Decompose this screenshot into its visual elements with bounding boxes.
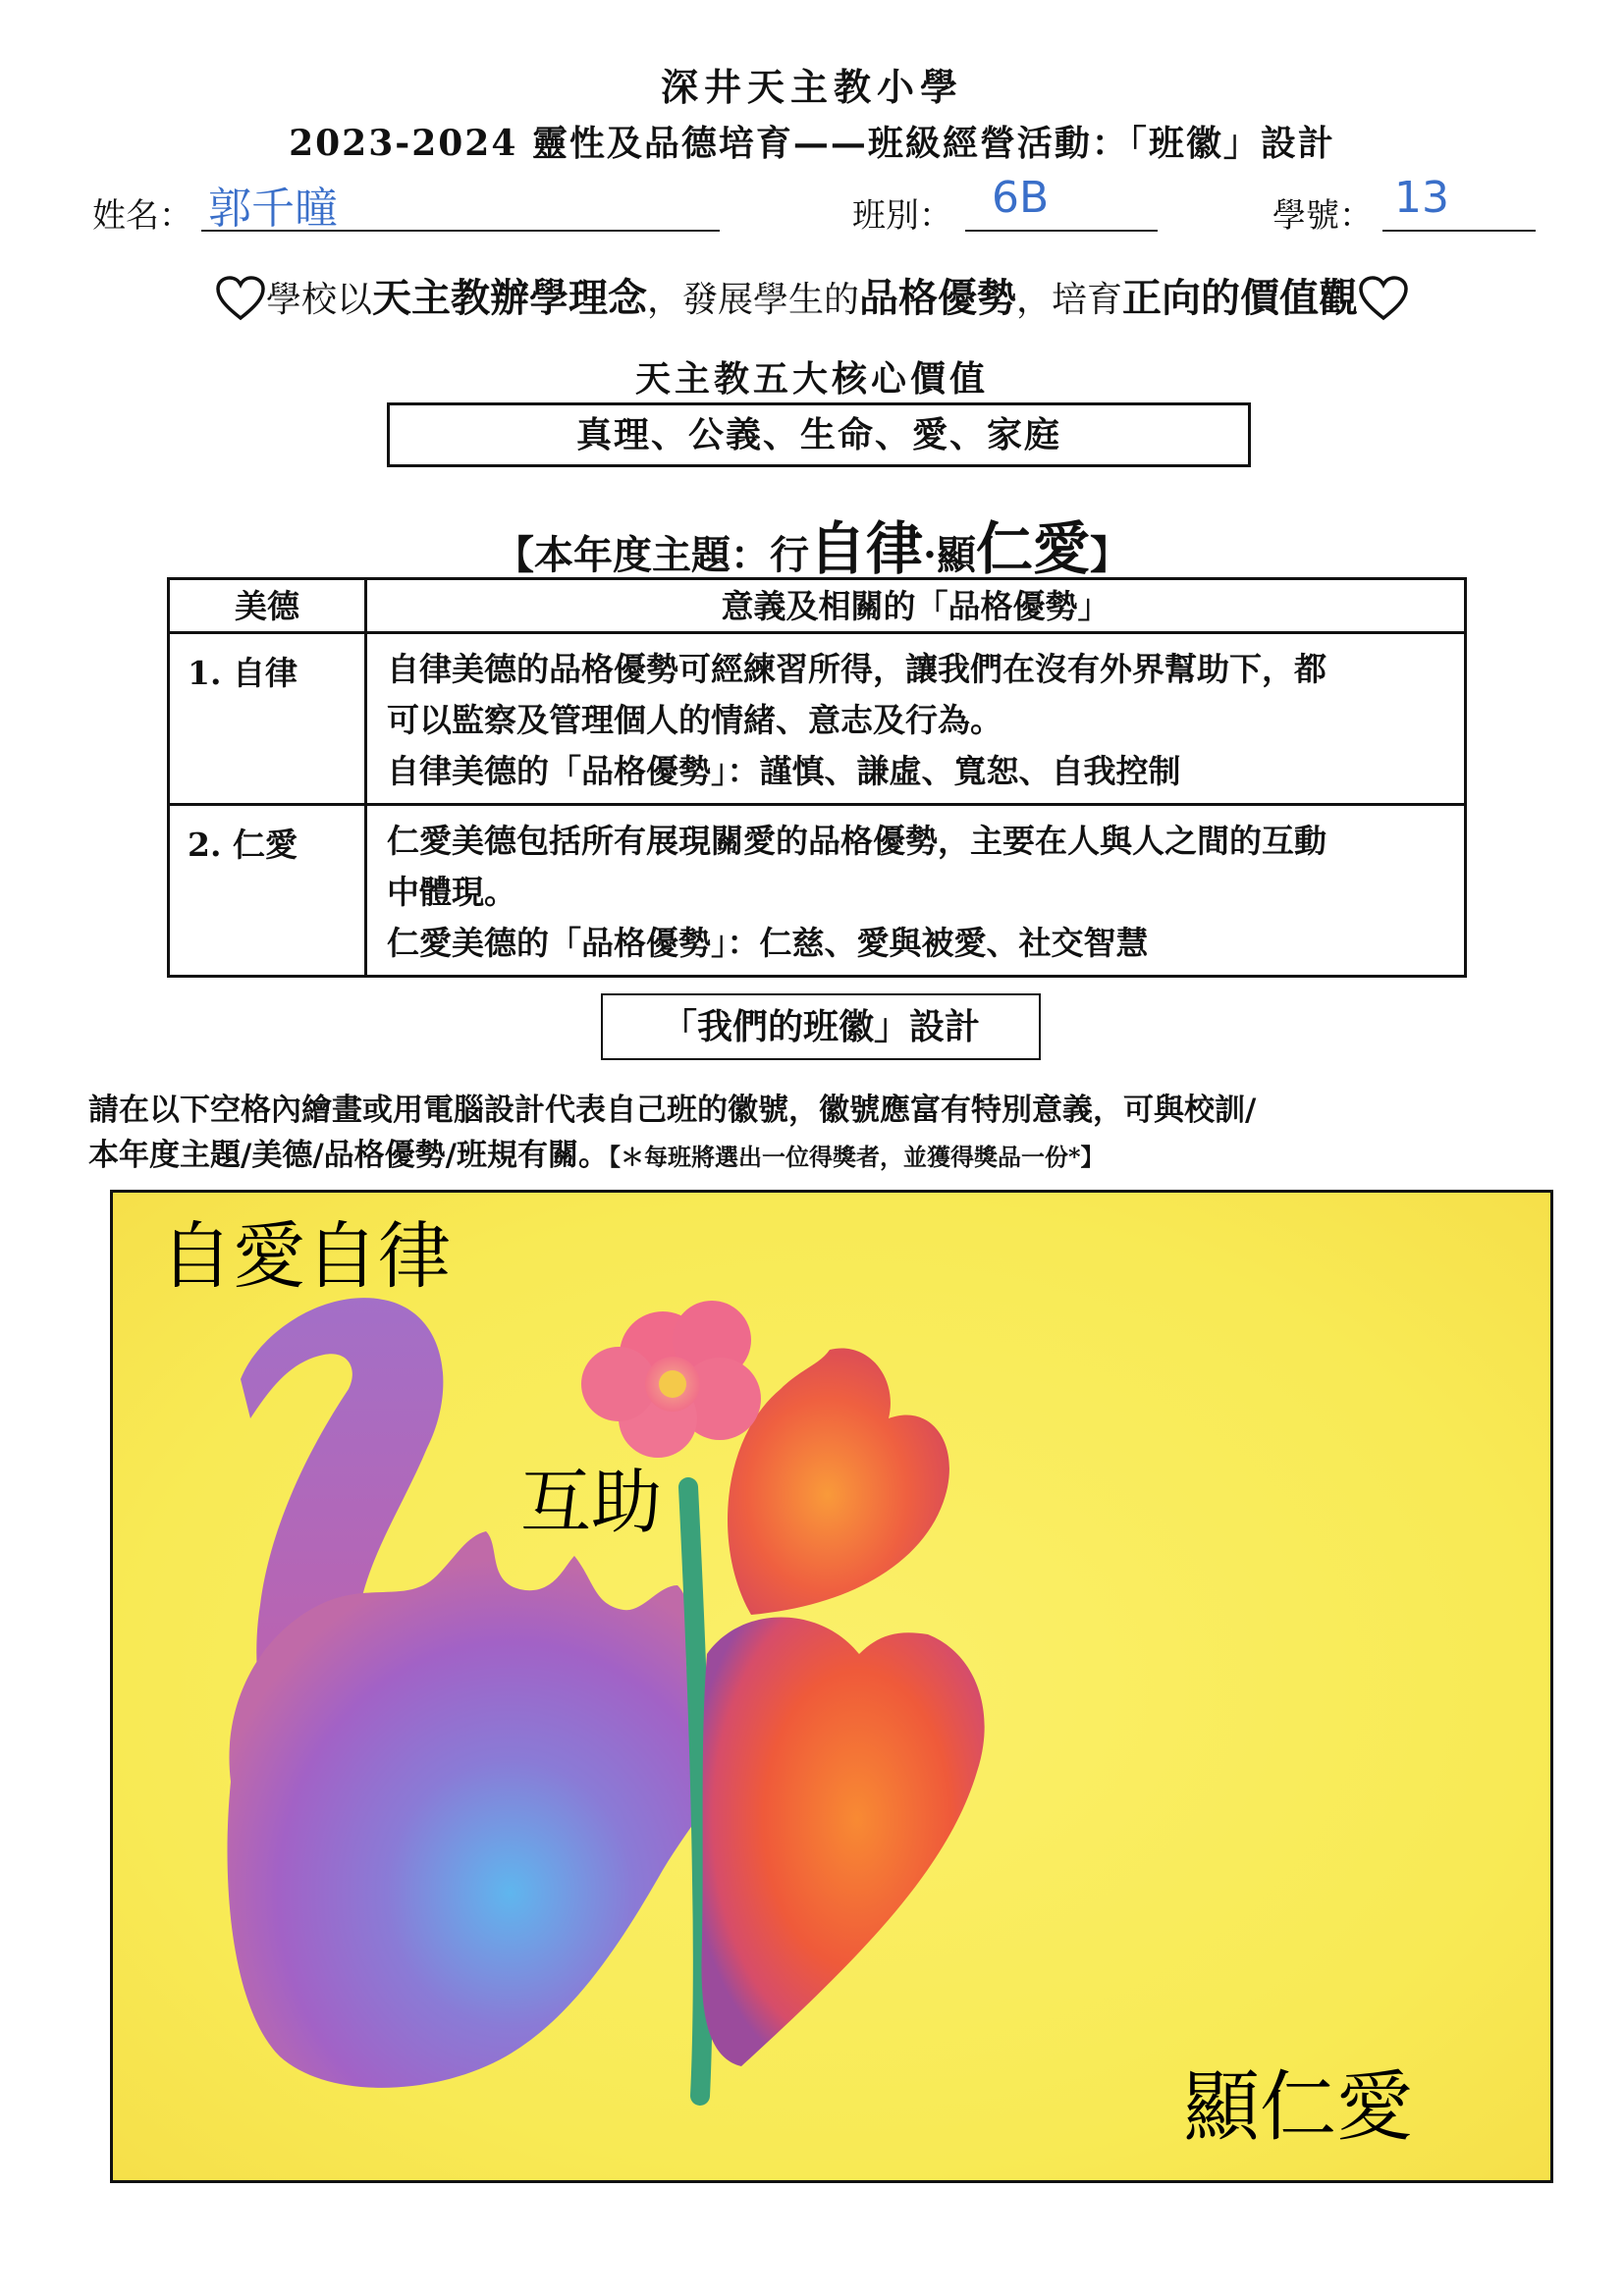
table-row — [169, 633, 1466, 805]
number-label: 學號： — [1272, 196, 1373, 236]
heart-outline-icon — [1358, 275, 1409, 331]
name-value: 郭千曈 — [208, 184, 338, 234]
theme-word-love: 仁愛 — [975, 515, 1090, 582]
description-line: 自律美德的「品格優勢」：謹慎、謙虛、寬恕、自我控制 — [387, 752, 1181, 790]
theme-middle: ·顯 — [923, 532, 976, 578]
core-values-title: 天主教五大核心價值 — [634, 358, 989, 400]
table-header-row — [169, 579, 1466, 633]
number-value: 13 — [1394, 173, 1449, 223]
theme-suffix: 】 — [1089, 532, 1129, 578]
theme-word-discipline: 自律 — [809, 515, 924, 582]
theme-prefix: 【本年度主題：行 — [495, 532, 810, 578]
motto-part1: 學校以 — [265, 280, 372, 320]
description-line: 可以監察及管理個人的情緒、意志及行為。 — [387, 701, 1002, 739]
motto-part3: ，發展學生的 — [646, 280, 859, 320]
heart-outline-icon — [215, 275, 266, 331]
virtue-table — [167, 577, 1467, 978]
drawing-text-mutual-help: 互助 — [520, 1461, 663, 1543]
description-line: 自律美德的品格優勢可經練習所得，讓我們在沒有外界幫助下，都 — [387, 650, 1326, 688]
instruction-line: 請在以下空格內繪畫或用電腦設計代表自己班的徽號，徽號應富有特別意義，可與校訓/ — [88, 1093, 1257, 1128]
drawing-text-show-love: 顯仁愛 — [1183, 2063, 1414, 2152]
class-emblem-drawing — [113, 1193, 1550, 2180]
description-line: 仁愛美德的「品格優勢」：仁慈、愛與被愛、社交智慧 — [387, 924, 1149, 962]
design-section-title: 「我們的班徽」設計 — [601, 993, 1041, 1060]
school-name: 深井天主教小學 — [660, 65, 963, 109]
drawing-area[interactable] — [110, 1190, 1553, 2183]
drawing-text-self-love: 自愛自律 — [160, 1214, 451, 1299]
motto-part6: 正向的價值觀 — [1122, 275, 1359, 321]
class-label: 班別： — [852, 196, 952, 236]
header-meaning: 意義及相關的「品格優勢」 — [366, 579, 1466, 633]
school-motto — [0, 267, 1624, 331]
award-note: 【＊每班將選出一位得獎者，並獲得獎品一份*】 — [608, 1143, 1105, 1171]
header-virtue: 美德 — [169, 579, 366, 633]
motto-part5: ，培育 — [1016, 280, 1123, 320]
virtue-description — [366, 633, 1466, 805]
motto-part4: 品格優勢 — [859, 275, 1016, 321]
name-label: 姓名： — [92, 196, 192, 236]
virtue-name: 1. 自律 — [169, 633, 366, 805]
form-subtitle: 2023-2024 靈性及品德培育——班級經營活動：「班徽」設計 — [289, 123, 1335, 164]
motto-part2: 天主教辦學理念 — [371, 275, 647, 321]
design-instructions — [88, 1088, 1561, 1180]
instruction-line: 本年度主題/美德/品格優勢/班規有關。 — [88, 1138, 609, 1173]
description-line: 中體現。 — [387, 873, 516, 911]
description-line: 仁愛美德包括所有展現關愛的品格優勢，主要在人與人之間的互動 — [387, 822, 1326, 860]
class-value: 6B — [992, 173, 1050, 223]
core-values-box: 真理、公義、生命、愛、家庭 — [387, 402, 1251, 467]
table-row — [169, 805, 1466, 977]
virtue-name: 2. 仁愛 — [169, 805, 366, 977]
annual-theme — [0, 503, 1624, 585]
virtue-description — [366, 805, 1466, 977]
